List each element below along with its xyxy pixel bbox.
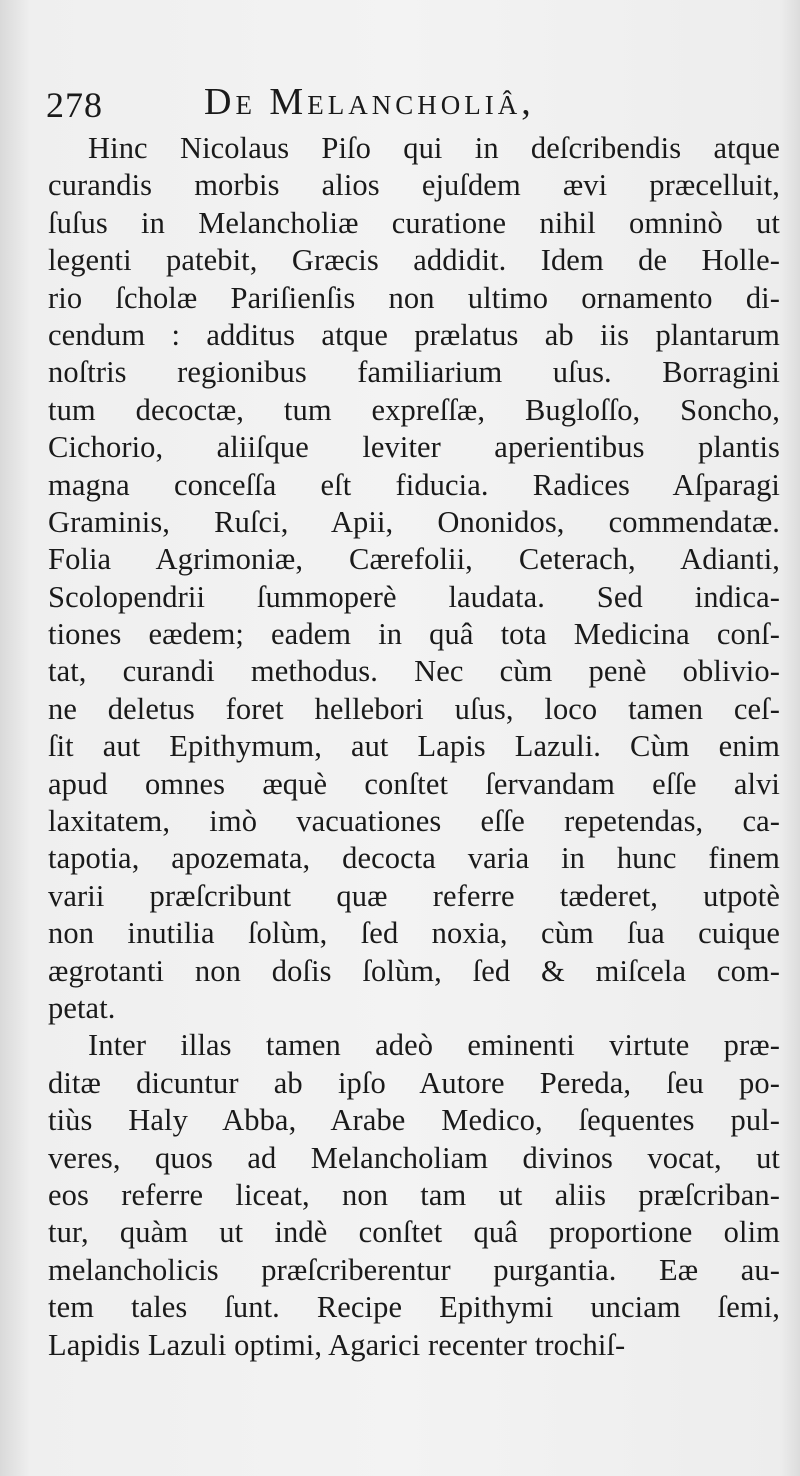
text-line: ne deletus foret hellebori uſus, loco tamen ceſ-	[48, 691, 780, 726]
text-line: veres, quos ad Melancholiam divinos vocat, ut	[48, 1140, 780, 1175]
body-text	[48, 130, 780, 1364]
text-line: tiones eædem; eadem in quâ tota Medicina conſ-	[48, 617, 780, 652]
text-line: Cichorio, aliiſque leviter aperientibus plantis	[48, 430, 780, 465]
text-line: petat.	[48, 990, 116, 1025]
text-line: eos referre liceat, non tam ut aliis præſcriban-	[48, 1177, 780, 1212]
text-line: laxitatem, imò vacuationes eſſe repetendas, ca-	[48, 804, 780, 839]
text-line: ditæ dicuntur ab ipſo Autore Pereda, ſeu po-	[48, 1065, 780, 1100]
text-line: legenti patebit, Græcis addidit. Idem de Holle-	[48, 243, 780, 278]
running-head	[38, 78, 778, 128]
text-line: tur, quàm ut indè conſtet quâ proportione olim	[48, 1215, 780, 1250]
text-line: apud omnes æquè conſtet ſervandam eſſe alvi	[48, 766, 780, 801]
text-line: tum decoctæ, tum expreſſæ, Bugloſſo, Soncho,	[48, 392, 780, 427]
text-line: Scolopendrii ſummoperè laudata. Sed indica-	[48, 579, 780, 614]
text-line: Folia Agrimoniæ, Cærefolii, Ceterach, Adianti,	[48, 542, 780, 577]
text-line: ſit aut Epithymum, aut Lapis Lazuli. Cùm enim	[48, 729, 780, 764]
text-line: ægrotanti non doſis ſolùm, ſed & miſcela com-	[48, 953, 780, 988]
text-line: rio ſcholæ Pariſienſis non ultimo ornamento di-	[48, 280, 780, 315]
text-line: ſuſus in Melancholiæ curatione nihil omninò ut	[48, 205, 780, 240]
text-line: tapotia, apozemata, decocta varia in hunc finem	[48, 841, 780, 876]
text-line: varii præſcribunt quæ referre tæderet, utpotè	[48, 878, 780, 913]
text-line: Lapidis Lazuli optimi, Agarici recenter trochiſ-	[48, 1327, 626, 1362]
text-line: melancholicis præſcriberentur purgantia. Eæ au-	[48, 1252, 780, 1287]
text-line: curandis morbis alios ejuſdem ævi præcelluit,	[48, 168, 780, 203]
paragraph	[48, 130, 780, 1027]
text-line: cendum : additus atque prælatus ab iis plantarum	[48, 317, 780, 352]
text-line: tem tales ſunt. Recipe Epithymi unciam ſemi,	[48, 1290, 780, 1325]
text-line: noſtris regionibus familiarium uſus. Borragini	[48, 355, 780, 390]
text-line: tat, curandi methodus. Nec cùm penè oblivio-	[48, 654, 780, 689]
text-line: non inutilia ſolùm, ſed noxia, cùm ſua cuique	[48, 916, 780, 951]
header-title: De Melancholiâ,	[204, 81, 535, 123]
text-line: tiùs Haly Abba, Arabe Medico, ſequentes pul-	[48, 1103, 780, 1138]
text-line: Graminis, Ruſci, Apii, Ononidos, commendatæ.	[48, 504, 780, 539]
text-line: Hinc Nicolaus Piſo qui in deſcribendis atque	[88, 131, 780, 165]
text-line: magna conceſſa eſt fiducia. Radices Aſparagi	[48, 467, 780, 502]
page-number: 278	[46, 85, 103, 125]
text-line: Inter illas tamen adeò eminenti virtute præ-	[88, 1028, 780, 1063]
paragraph	[48, 1027, 780, 1364]
